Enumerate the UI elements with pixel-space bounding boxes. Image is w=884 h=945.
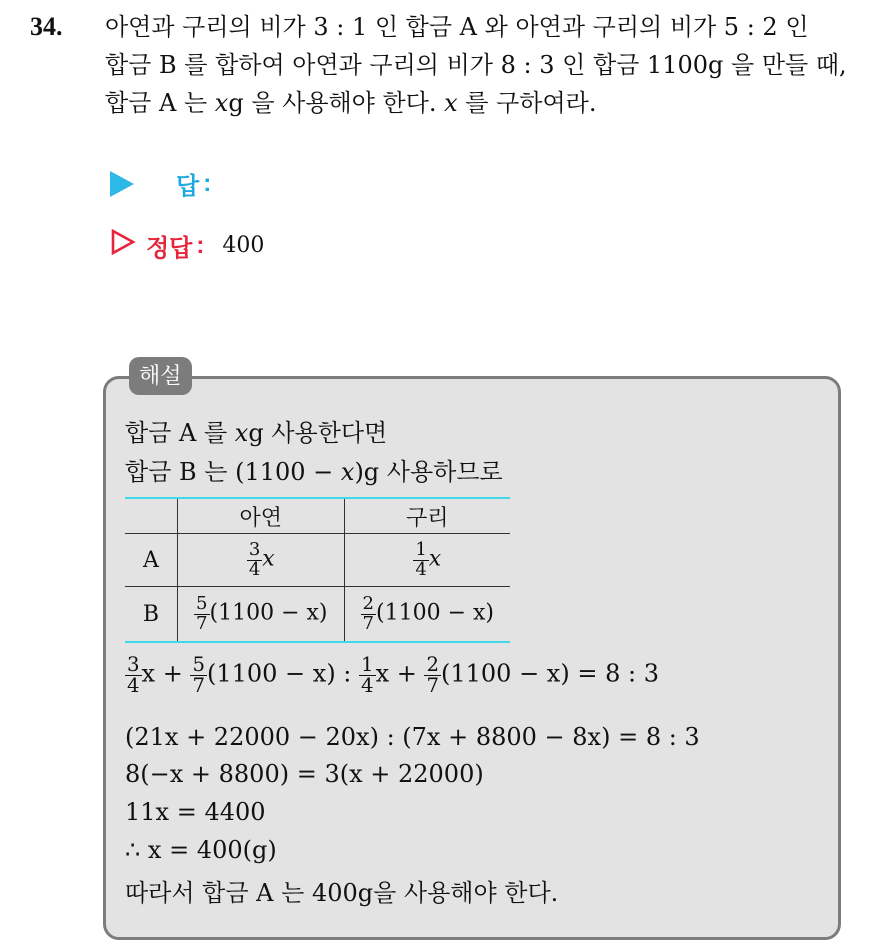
equation-3: 8(−x + 8800) = 3(x + 22000)	[125, 760, 484, 788]
correct-answer-colon: :	[196, 231, 205, 259]
play-triangle-icon	[110, 171, 134, 197]
solution-conclusion: 따라서 합금 A 는 400g을 사용해야 한다.	[125, 879, 559, 907]
problem-line-1: 아연과 구리의 비가 3 : 1 인 합금 A 와 아연과 구리의 비가 5 : 2 인	[105, 13, 809, 41]
table-header-cell	[125, 498, 178, 534]
table-cell: $\frac{3}{4}$ x	[178, 534, 345, 587]
table-header-cell: 아연	[178, 498, 345, 534]
solution-line-1: 합금 A 를 xg 사용한다면	[125, 419, 388, 447]
equation-4: 11x = 4400	[125, 798, 266, 826]
answer-label: 답	[176, 173, 200, 200]
table-cell: $\frac{5}{7}$ (1100 − x)	[178, 587, 345, 643]
answer-colon: :	[203, 169, 212, 197]
equation-2: (21x + 22000 − 20x) : (7x + 8800 − 8x) = 8 : 3	[125, 723, 700, 751]
answer-row	[110, 166, 211, 201]
table-row	[125, 587, 510, 643]
solution-line-2: 합금 B 는 (1100 − x)g 사용하므로	[125, 458, 503, 486]
correct-answer-row	[110, 228, 264, 263]
table-header-cell: 구리	[344, 498, 510, 534]
problem	[30, 8, 870, 122]
problem-line-2: 합금 B 를 합하여 아연과 구리의 비가 8 : 3 인 합금 1100g 을 만들 때,	[105, 51, 847, 79]
problem-number: 34.	[30, 12, 63, 41]
table-header-row	[125, 498, 510, 534]
problem-text	[105, 8, 870, 122]
table-cell: $\frac{2}{7}$ (1100 − x)	[344, 587, 510, 643]
equation-1: $\frac{3}{4}$ x + $\frac{5}{7}$ (1100 − x) : $\frac{1}{4}$ x + $\frac{2}{7}$ (1100 − x) = 8 : 3	[127, 653, 659, 697]
equation-5: ∴ x = 400(g)	[125, 836, 277, 864]
solution-tab: 해설	[129, 357, 192, 395]
table-row-label: B	[125, 587, 178, 643]
correct-answer-value: 400	[222, 233, 265, 258]
outline-triangle-icon	[110, 229, 136, 262]
table-row	[125, 534, 510, 587]
problem-line-3: 합금 A 는 xg 을 사용해야 한다. x 를 구하여라.	[105, 89, 597, 117]
correct-answer-label: 정답	[146, 235, 193, 262]
ratio-table	[125, 497, 510, 643]
table-row-label: A	[125, 534, 178, 587]
table-cell: $\frac{1}{4}$ x	[344, 534, 510, 587]
